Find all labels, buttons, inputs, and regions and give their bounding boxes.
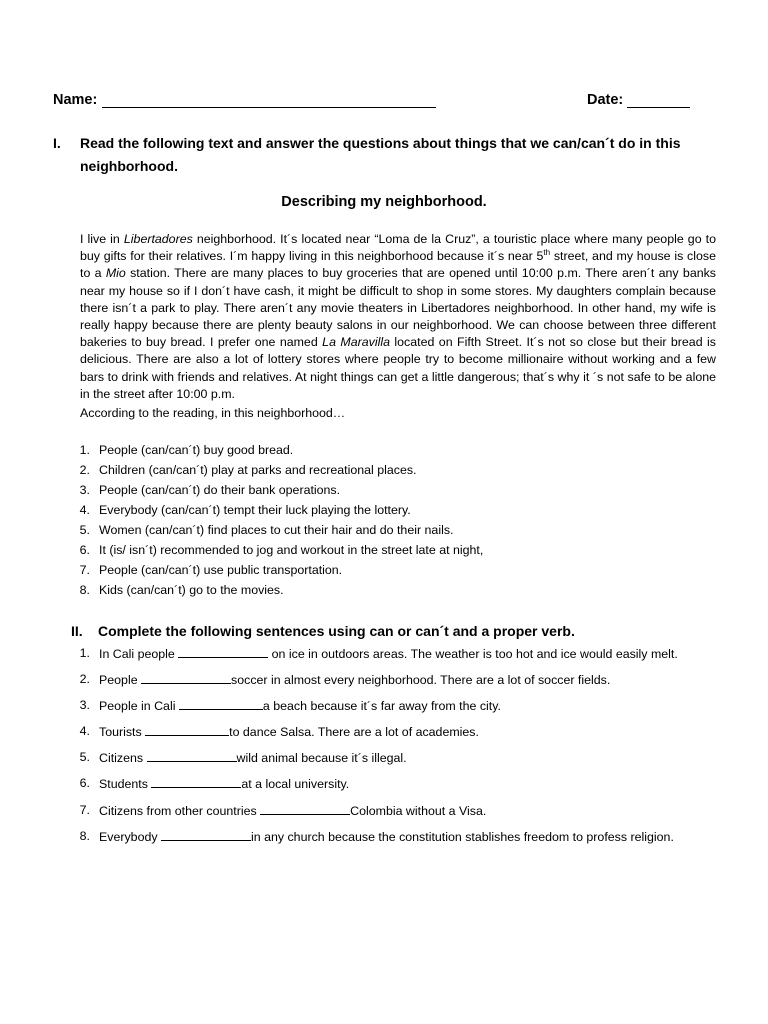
sentence-start: Citizens from other countries <box>99 804 261 818</box>
question-text: Kids (can/can´t) go to the movies. <box>99 583 284 597</box>
answer-blank[interactable] <box>147 750 237 762</box>
section-2-numeral: II. <box>71 623 83 639</box>
section-1-instruction: Read the following text and answer the questions about things that we can/can´t do in this neighborhood. <box>80 135 681 174</box>
sentence-end: wild animal because it´s illegal. <box>236 751 407 765</box>
sentence-start: Everybody <box>99 830 161 844</box>
question-number: 3. <box>79 698 90 712</box>
sentence-end: soccer in almost every neighborhood. There are a lot of soccer fields. <box>231 673 611 687</box>
sentence-end: to dance Salsa. There are a lot of academies. <box>229 725 479 739</box>
question-number: 4. <box>79 503 90 517</box>
section-2-instruction: Complete the following sentences using can or can´t and a proper verb. <box>98 623 575 639</box>
fill-in-sentence <box>99 698 501 713</box>
sentence-end: in any church because the constitution stablishes freedom to profess religion. <box>250 830 674 844</box>
reading-passage <box>80 231 716 403</box>
answer-blank[interactable] <box>145 724 229 736</box>
question-number: 6. <box>79 776 90 790</box>
passage-italic: Libertadores <box>123 232 193 246</box>
question-number: 8. <box>79 583 90 597</box>
question-text: It (is/ isn´t) recommended to jog and workout in the street late at night, <box>99 543 484 557</box>
question-text: People (can/can´t) use public transportation. <box>99 563 343 577</box>
question-text: Women (can/can´t) find places to cut their hair and do their nails. <box>99 523 454 537</box>
passage-text: station. There are many places to buy groceries that are opened until 10:00 p.m. There aren´t any banks near my house so if I don´t have cash, it might be difficult to shop in some stores. My daughters complain because there isn´t a park to play. There aren´t any movie theaters in Libertadores neighborhood. In other hand, my wife is really happy because there are plenty beauty salons in our neighborhood. We can choose between three different bakeries to buy bread. I prefer one named <box>80 266 716 350</box>
answer-blank[interactable] <box>179 698 263 710</box>
sentence-start: People <box>99 673 142 687</box>
question-number: 6. <box>79 543 90 557</box>
sentence-end: on ice in outdoors areas. The weather is too hot and ice would easily melt. <box>268 647 678 661</box>
question-text: People (can/can´t) buy good bread. <box>99 443 294 457</box>
passage-text: neighborhood. It´s located near “Loma de la Cruz”, a touristic place where many people go to buy gifts for their relatives. I´m happy living in this neighborhood because it´s near 5 <box>80 232 716 264</box>
passage-text: street, and my house is close to a <box>80 249 716 281</box>
sentence-end: at a local university. <box>241 777 350 791</box>
question-number: 5. <box>79 750 90 764</box>
date-label: Date: <box>587 92 624 108</box>
question-number: 2. <box>79 463 90 477</box>
question-number: 1. <box>79 646 90 660</box>
passage-italic: La Maravilla <box>322 335 390 350</box>
sentence-start: Students <box>99 777 152 791</box>
reading-prompt: According to the reading, in this neighborhood… <box>80 406 346 420</box>
passage-italic: Mio <box>105 266 126 281</box>
header-row <box>53 92 693 114</box>
name-blank[interactable] <box>102 107 436 108</box>
document-title: Describing my neighborhood. <box>281 194 487 210</box>
question-number: 4. <box>79 724 90 738</box>
question-number: 1. <box>79 443 90 457</box>
fill-in-sentence <box>99 803 486 818</box>
fill-in-sentence <box>99 750 407 765</box>
sentence-start: In Cali people <box>99 647 179 661</box>
question-number: 7. <box>79 563 90 577</box>
fill-in-sentence <box>99 646 678 661</box>
sentence-start: Tourists <box>99 725 146 739</box>
passage-text: located on Fifth Street. It´s not so close but their bread is delicious. There are also a lot of lottery stores where people try to become millionaire without working and a few bars to drink with friends and relatives. At night things can get a little dangerous; that´s why it ´s not safe to be alone in the street after 10:00 p.m. <box>80 335 716 401</box>
section-1-numeral: I. <box>53 135 61 151</box>
question-number: 8. <box>79 829 90 843</box>
question-number: 2. <box>79 672 90 686</box>
fill-in-sentence <box>99 776 349 791</box>
answer-blank[interactable] <box>260 803 350 815</box>
sentence-start: Citizens <box>99 751 147 765</box>
sentence-end: a beach because it´s far away from the city. <box>262 699 501 713</box>
question-number: 7. <box>79 803 90 817</box>
answer-blank[interactable] <box>161 829 251 841</box>
question-number: 3. <box>79 483 90 497</box>
date-blank[interactable] <box>627 107 690 108</box>
sentence-end: Colombia without a Visa. <box>350 804 487 818</box>
fill-in-sentence <box>99 829 674 844</box>
passage-text: I live in <box>80 232 124 246</box>
answer-blank[interactable] <box>141 672 231 684</box>
superscript: th <box>543 248 551 258</box>
name-label: Name: <box>53 92 98 108</box>
fill-in-sentence <box>99 672 610 687</box>
question-number: 5. <box>79 523 90 537</box>
answer-blank[interactable] <box>178 646 268 658</box>
fill-in-sentence <box>99 724 479 739</box>
question-text: Everybody (can/can´t) tempt their luck playing the lottery. <box>99 503 411 517</box>
answer-blank[interactable] <box>151 776 241 788</box>
sentence-start: People in Cali <box>99 699 179 713</box>
question-text: People (can/can´t) do their bank operations. <box>99 483 341 497</box>
question-text: Children (can/can´t) play at parks and recreational places. <box>99 463 417 477</box>
